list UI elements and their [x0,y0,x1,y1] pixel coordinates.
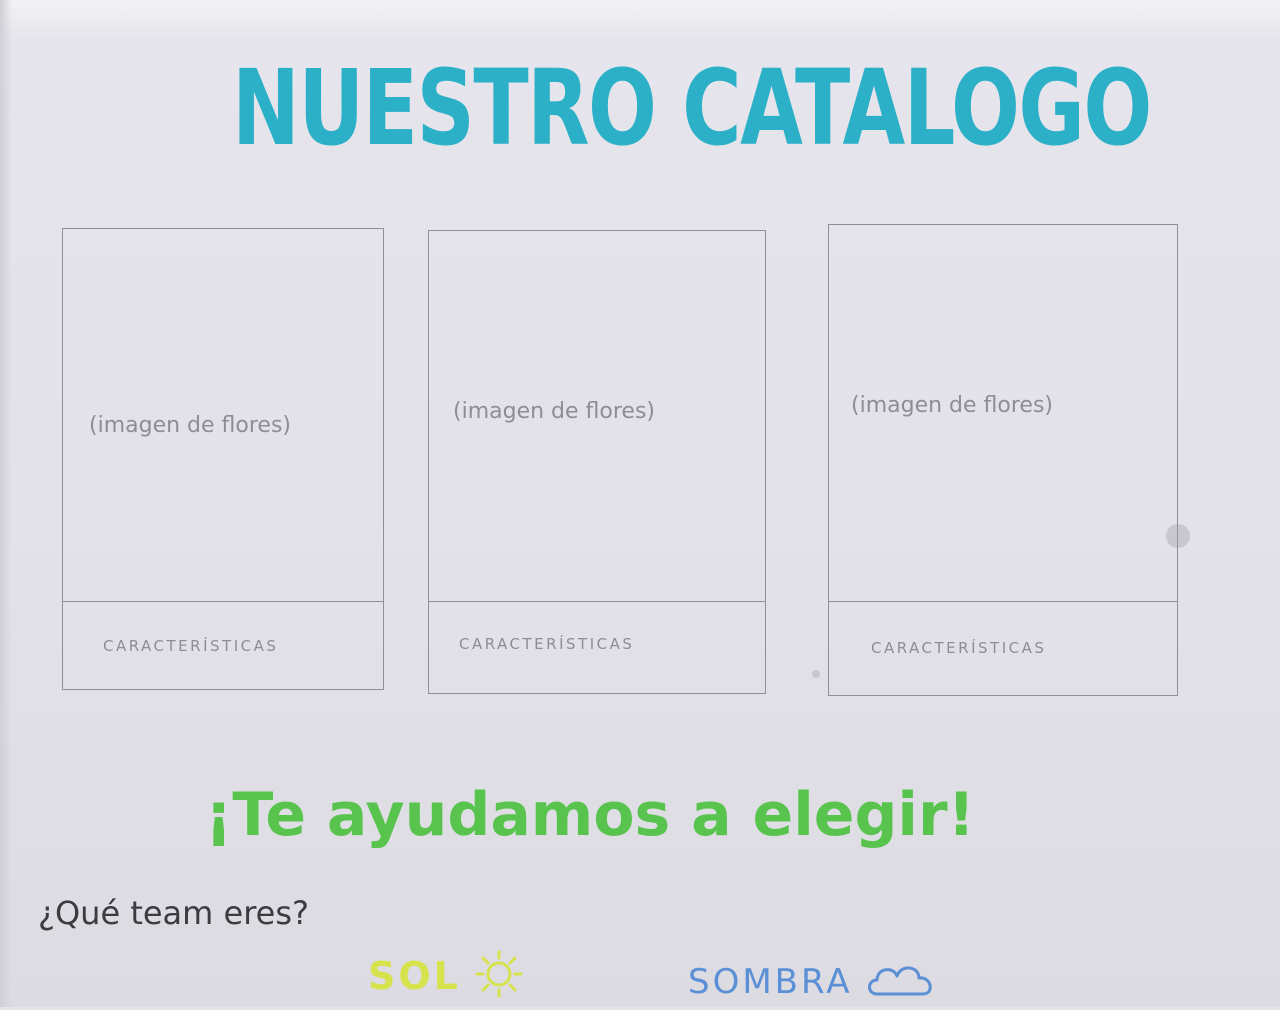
sun-icon [471,949,527,1003]
card-features-label: CARACTERÍSTICAS [459,635,635,653]
team-sol-label: SOL [368,954,461,998]
card-features-label: CARACTERÍSTICAS [871,639,1047,657]
paper-top-edge [0,0,1280,40]
helper-heading: ¡Te ayudamos a elegir! [205,780,975,850]
paper-smudge [1166,524,1190,548]
team-question: ¿Qué team eres? [38,894,309,932]
team-sombra-label: SOMBRA [688,962,853,1002]
page-title: NUESTRO CATALOGO [232,47,1151,169]
card-image-placeholder[interactable] [63,229,383,602]
catalog-card-2[interactable] [428,230,766,694]
card-image-label: (imagen de flores) [89,413,291,438]
card-features-label: CARACTERÍSTICAS [103,637,279,655]
catalog-card-3[interactable] [828,224,1178,696]
paper-smudge [812,670,820,678]
cloud-icon [863,958,943,1006]
paper-left-edge [0,0,12,1007]
team-option-sombra[interactable] [688,954,943,1010]
card-features[interactable] [429,601,765,693]
card-features[interactable] [829,601,1177,695]
card-image-placeholder[interactable] [829,225,1177,602]
team-option-sol[interactable] [368,948,527,1004]
card-image-label: (imagen de flores) [851,393,1053,418]
card-image-placeholder[interactable] [429,231,765,602]
card-image-label: (imagen de flores) [453,399,655,424]
card-features[interactable] [63,601,383,689]
catalog-card-1[interactable] [62,228,384,690]
